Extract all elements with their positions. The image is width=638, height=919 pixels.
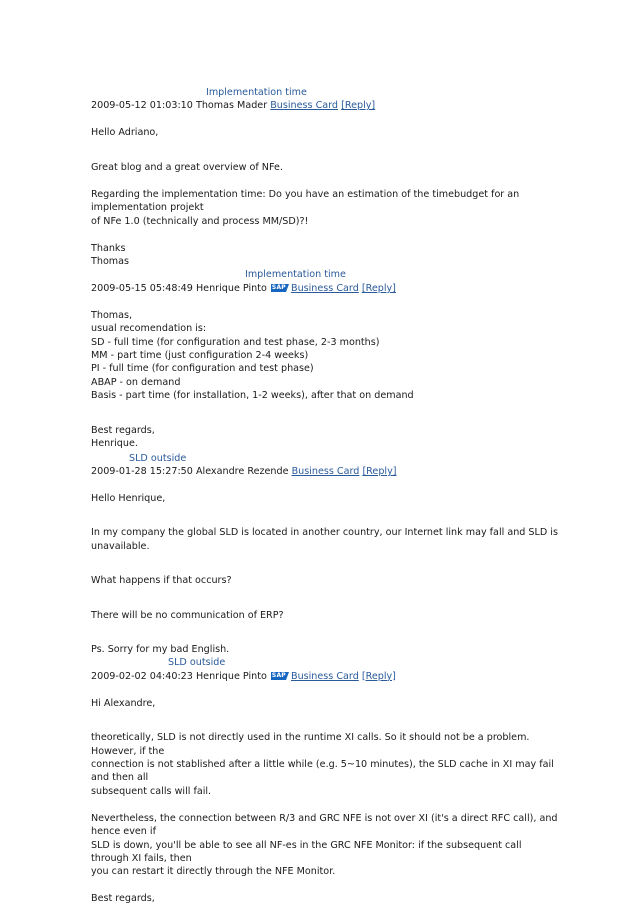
comment [91,452,561,657]
reply-link[interactable]: [Reply] [361,670,396,682]
comment-paragraph: There will be no communication of ERP? [91,609,284,621]
comment-meta [91,465,561,478]
business-card-link[interactable]: Business Card [290,670,359,682]
business-card-link[interactable]: Business Card [291,465,360,477]
comment-paragraph: Hello Henrique, [91,492,166,504]
reply-link[interactable]: [Reply] [341,100,376,112]
business-card-link[interactable]: Business Card [290,282,359,294]
comment-paragraph: Nevertheless, the connection between R/3 and GRC NFE is not over XI (it's a direct RFC call), and hence even if SLD is down, you'll be able to see all NF-es in the GRC NFE Monitor: if the subsequent call through XI fails, then you can restart it directly through the NFE Monitor. [91,812,558,878]
business-card-link[interactable]: Business Card [270,100,339,112]
reply-link[interactable]: [Reply] [361,282,396,294]
comment-paragraph: theoretically, SLD is not directly used in the runtime XI calls. So it should not be a problem. However, if the connection is not stablished after a little while (e.g. 5~10 minutes), the SLD cache in XI may fail and then all subsequent calls will fail. [91,732,554,797]
comment-paragraph: Best regards, [91,893,155,905]
comment-author: Thomas Mader [195,100,268,112]
comment-author: Henrique Pinto [195,670,267,682]
comment-author: Henrique Pinto [195,282,267,294]
reply-link[interactable]: [Reply] [362,465,397,477]
comment-subject-link[interactable]: Implementation time [206,87,307,98]
comment-thread [91,86,561,919]
comment-timestamp: 2009-05-15 05:48:49 [91,282,193,294]
comment-timestamp: 2009-01-28 15:27:50 [91,465,193,477]
comment-paragraph: Great blog and a great overview of NFe. [91,161,283,173]
comment-paragraph: Ps. Sorry for my bad English. [91,643,230,655]
comment-subject-link[interactable]: SLD outside [168,657,226,669]
comment-paragraph: Best regards, Henrique. [91,424,155,450]
comment-paragraph: Regarding the implementation time: Do you have an estimation of the timebudget for an implementation projekt of NFe 1.0 (technically and process MM/SD)?! [91,188,520,227]
comment-paragraph: Hello Adriano, [91,127,159,139]
comment-author: Alexandre Rezende [195,465,289,477]
comment [91,656,561,905]
comment [91,268,561,450]
comment-meta [91,99,561,112]
comment-paragraph: In my company the global SLD is located in another country, our Internet link may fall and SLD is unavailable. [91,527,558,552]
comment-paragraph: Hi Alexandre, [91,697,156,709]
comment-paragraph: Thomas, usual recomendation is: SD - full time (for configuration and test phase, 2-3 months) MM - part time (just configuration 2-4 weeks) PI - full time (for configuration and test phase) ABAP - on demand Basis - part time (for installation, 1-2 weeks), after that on demand [91,309,414,402]
comment-meta [91,670,561,683]
sap-logo-icon: SAP [271,671,286,679]
comment-paragraph: Thanks Thomas [91,242,130,268]
comment-subject-link[interactable]: SLD outside [129,452,187,464]
comment-subject-link[interactable]: Implementation time [245,269,346,281]
comment-paragraph: What happens if that occurs? [91,575,232,587]
comment [91,86,561,268]
comment-timestamp: 2009-02-02 04:40:23 [91,670,193,682]
comment-meta [91,282,561,295]
sap-logo-icon: SAP [271,283,286,291]
comment-timestamp: 2009-05-12 01:03:10 [91,100,193,112]
